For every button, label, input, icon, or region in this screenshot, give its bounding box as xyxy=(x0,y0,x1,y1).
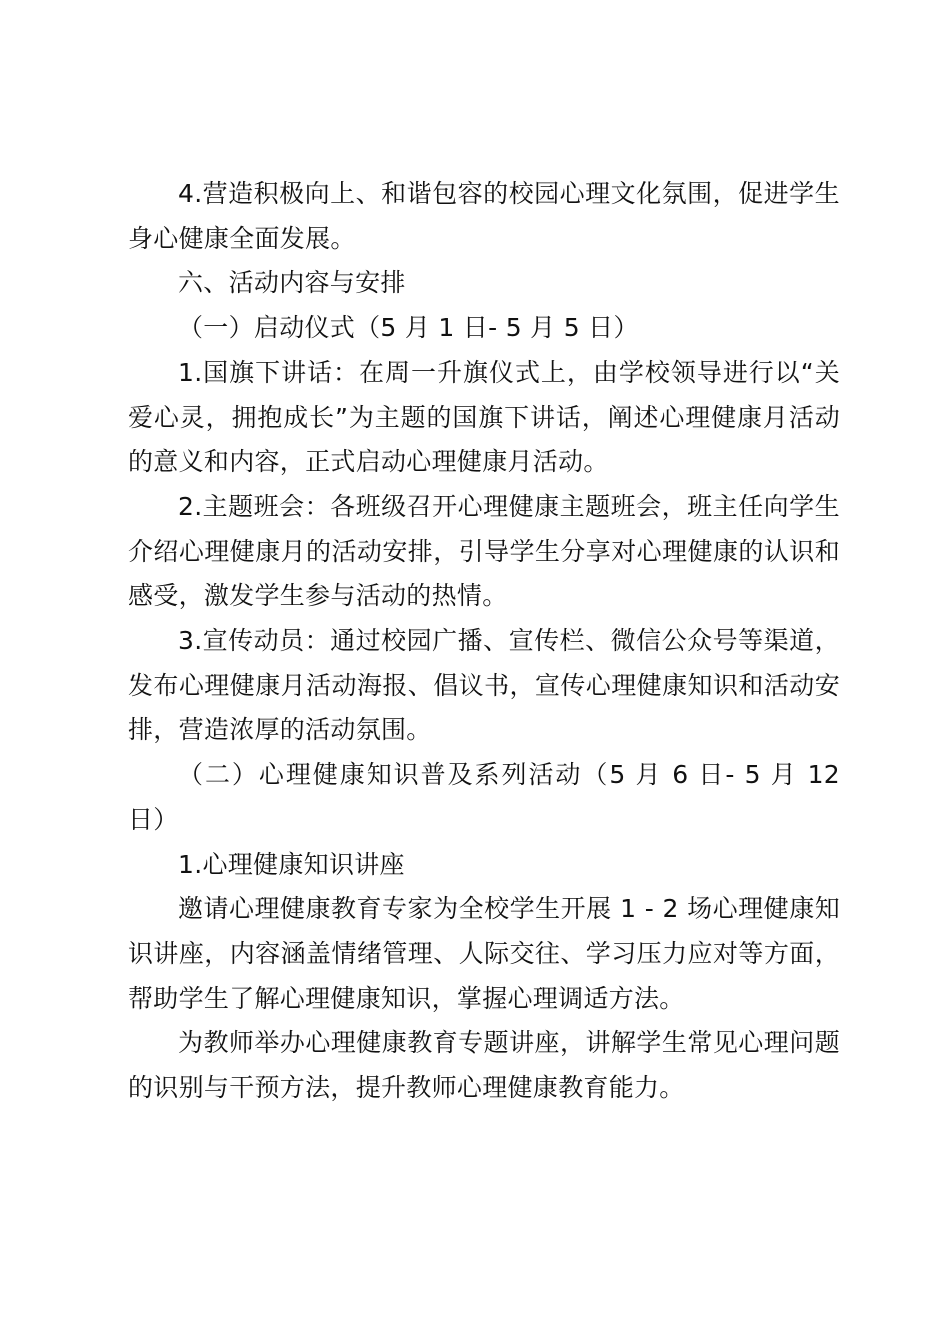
paragraph-flag-speech: 1.国旗下讲话：在周一升旗仪式上，由学校领导进行以“关爱心灵，拥抱成长”为主题的国旗下讲话，阐述心理健康月活动的意义和内容，正式启动心理健康月活动。 xyxy=(128,357,840,477)
subsection-heading-launch: （一）启动仪式（5 月 1 日- 5 月 5 日） xyxy=(178,313,639,343)
paragraph-teacher-lectures: 为教师举办心理健康教育专题讲座，讲解学生常见心理问题的识别与干预方法，提升教师心理健康教育能力。 xyxy=(128,1028,840,1103)
paragraph-student-lectures: 邀请心理健康教育专家为全校学生开展 1 - 2 场心理健康知识讲座，内容涵盖情绪管理、人际交往、学习压力应对等方面，帮助学生了解心理健康知识，掌握心理调适方法。 xyxy=(128,894,840,1013)
paragraph-lecture-heading: 1.心理健康知识讲座 xyxy=(178,849,405,879)
paragraph-publicity: 3.宣传动员：通过校园广播、宣传栏、微信公众号等渠道，发布心理健康月活动海报、倡议书，宣传心理健康知识和活动安排，营造浓厚的活动氛围。 xyxy=(128,626,840,745)
paragraph-goal-4: 4.营造积极向上、和谐包容的校园心理文化氛围，促进学生身心健康全面发展。 xyxy=(128,179,840,253)
section-heading-activities: 六、活动内容与安排 xyxy=(178,268,406,298)
subsection-heading-knowledge: （二）心理健康知识普及系列活动（5 月 6 日- 5 月 12 日） xyxy=(128,760,840,834)
document-body xyxy=(128,172,840,1111)
paragraph-class-meeting: 2.主题班会：各班级召开心理健康主题班会，班主任向学生介绍心理健康月的活动安排，引导学生分享对心理健康的认识和感受，激发学生参与活动的热情。 xyxy=(128,491,840,611)
